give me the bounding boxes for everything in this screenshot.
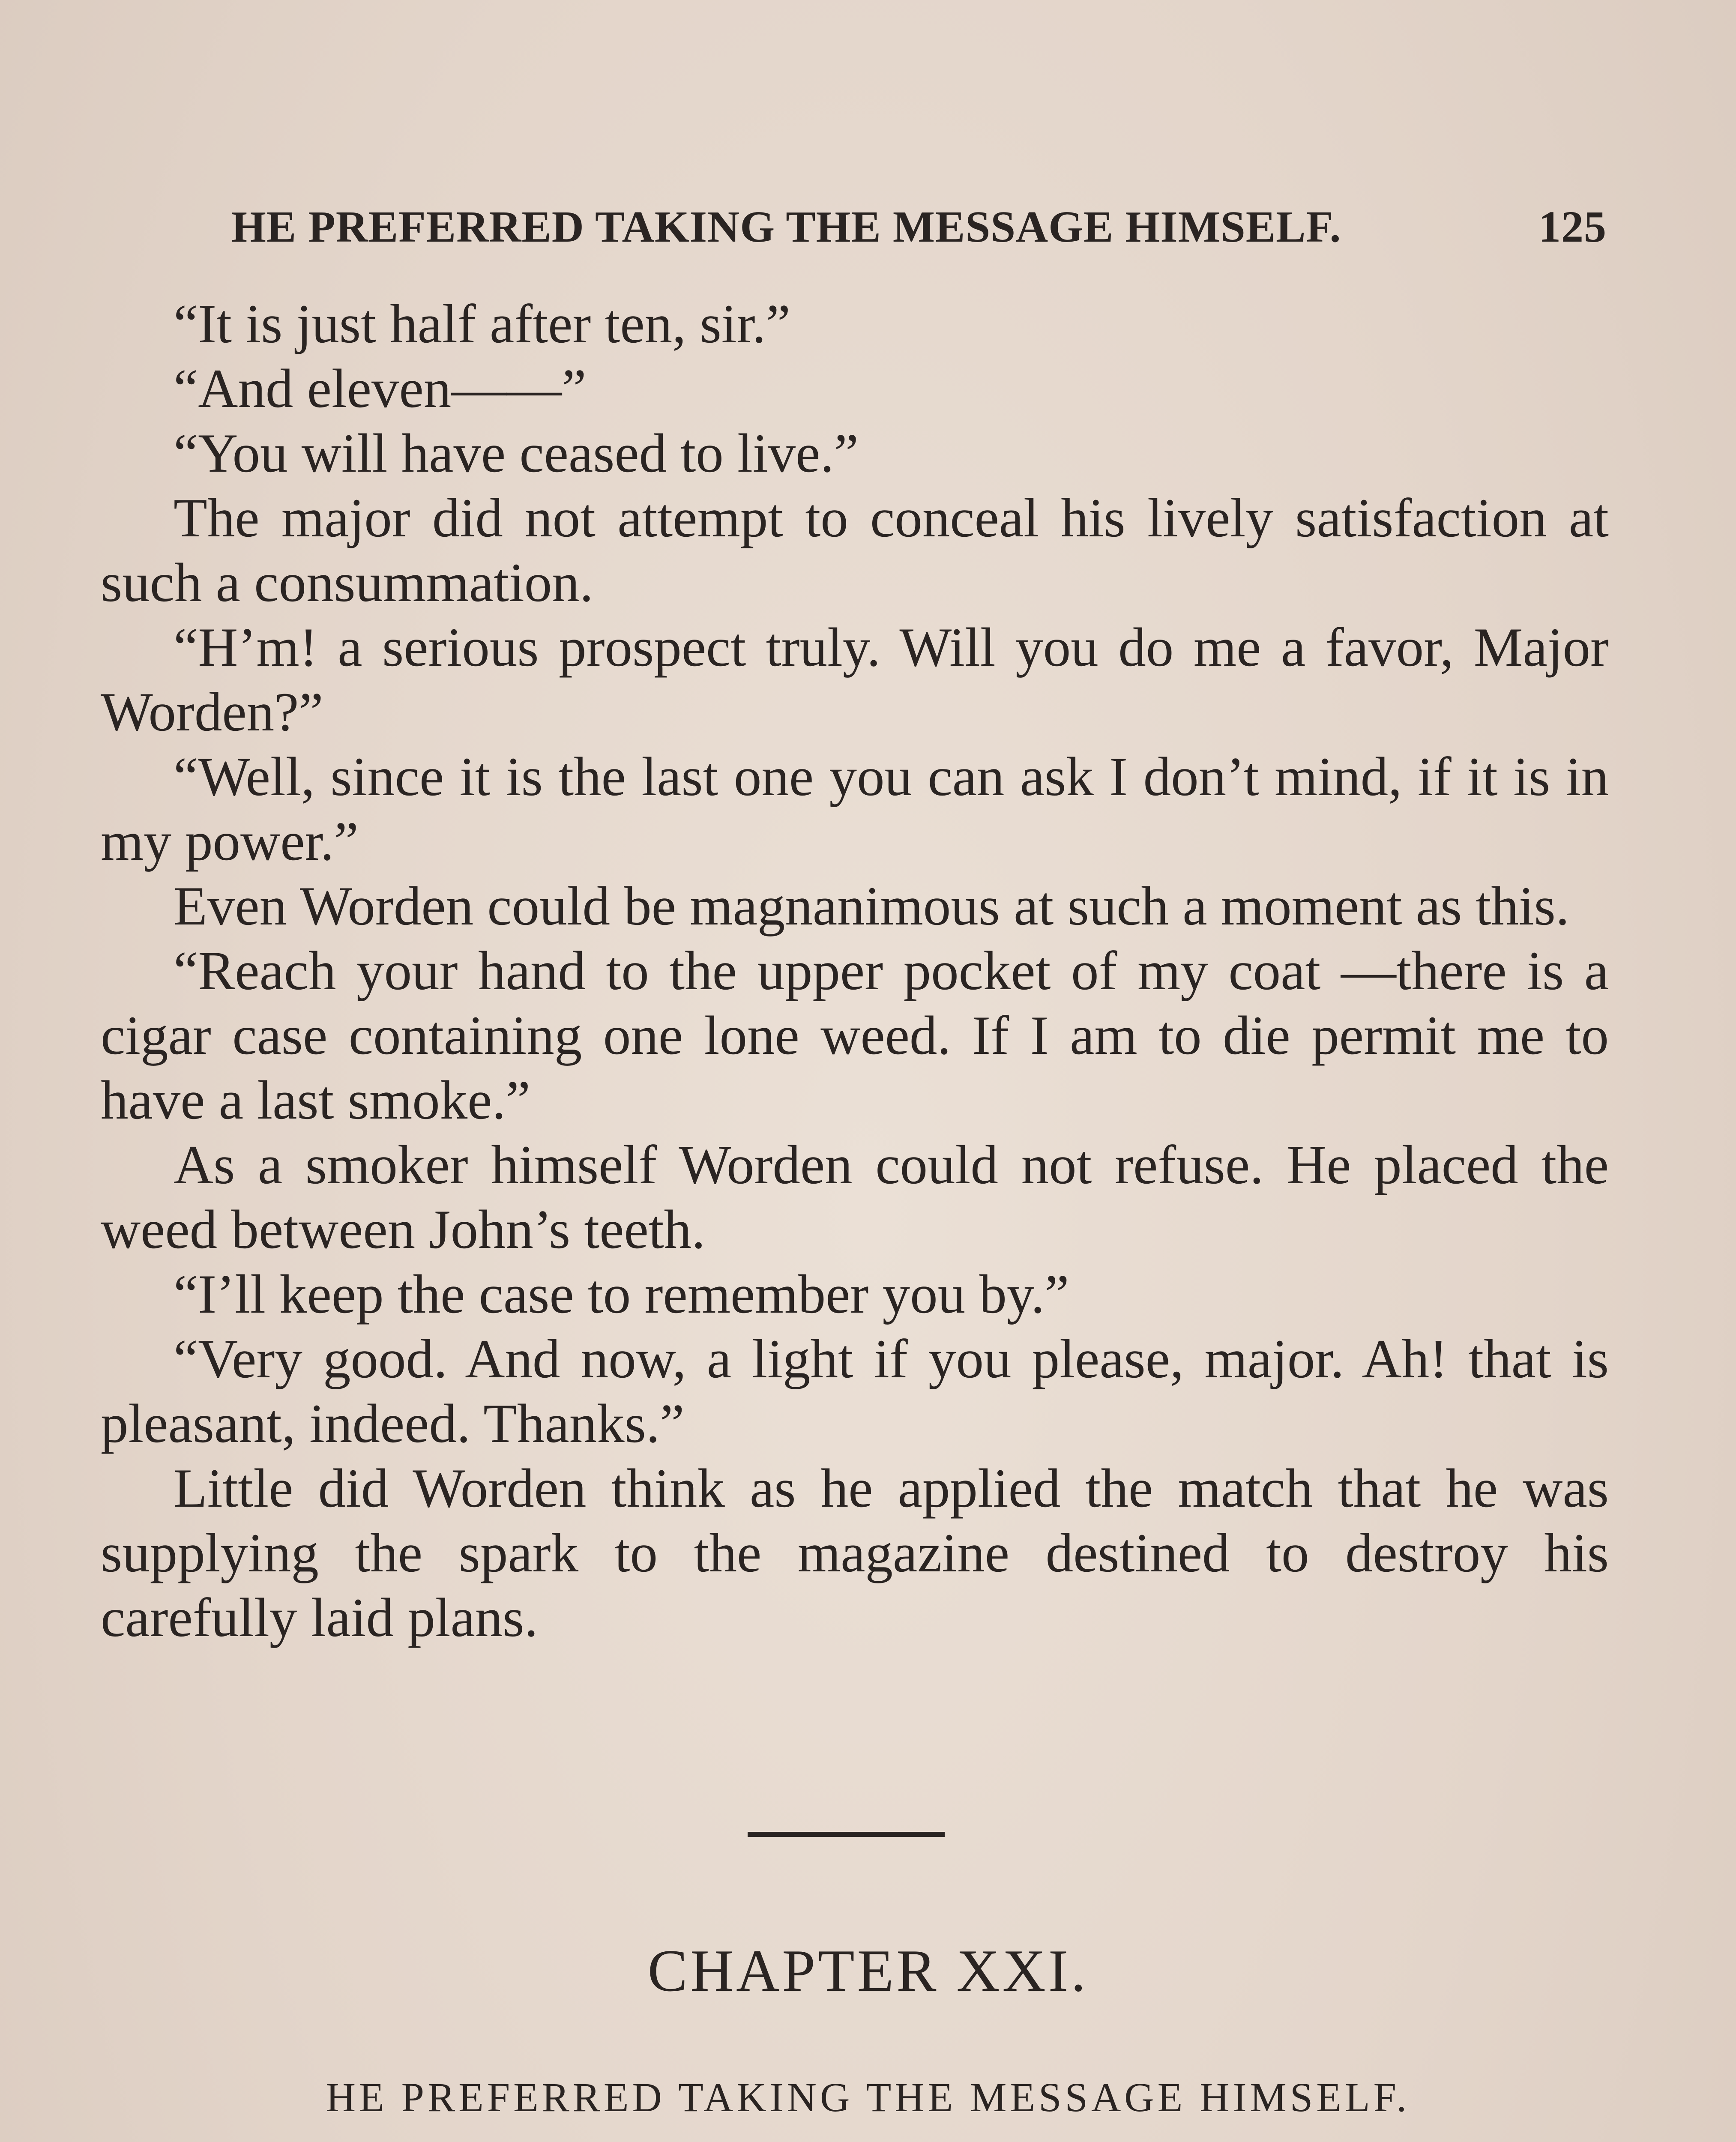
paragraph: The major did not attempt to conceal his lively satisfaction at such a consummation. <box>101 487 1609 613</box>
section-divider-rule <box>748 1832 945 1837</box>
chapter-subtitle: HE PREFERRED TAKING THE MESSAGE HIMSELF. <box>326 2074 1410 2120</box>
page-number: 125 <box>1538 202 1607 251</box>
paragraph: “You will have ceased to live.” <box>174 422 859 484</box>
paragraph: “Very good. And now, a light if you please, major. Ah! that is pleasant, indeed. Thanks.” <box>101 1328 1609 1454</box>
running-head <box>231 201 1607 252</box>
paragraph: As a smoker himself Worden could not refuse. He placed the weed between John’s teeth. <box>101 1134 1609 1260</box>
paragraph: “It is just half after ten, sir.” <box>174 293 791 354</box>
paragraph: Even Worden could be magnanimous at such a moment as this. <box>174 875 1570 936</box>
paragraph: “And eleven——” <box>174 358 587 419</box>
chapter-title: CHAPTER XXI. <box>647 1938 1089 2004</box>
running-head-title: HE PREFERRED TAKING THE MESSAGE HIMSELF. <box>231 202 1341 251</box>
paragraph: “H’m! a serious prospect truly. Will you do me a favor, Major Worden?” <box>101 616 1609 742</box>
paragraph: “Well, since it is the last one you can ask I don’t mind, if it is in my power.” <box>101 746 1609 872</box>
text-block-before-chapter <box>101 291 1609 1650</box>
paragraph: “Reach your hand to the upper pocket of my coat —there is a cigar case containing one lone weed. If I am to die permit me to have a last smoke.” <box>101 940 1609 1131</box>
paragraph: Little did Worden think as he applied the match that he was supplying the spark to the magazine destined to destroy his carefully laid plans. <box>101 1457 1609 1648</box>
paragraph: “I’ll keep the case to remember you by.” <box>174 1263 1069 1325</box>
